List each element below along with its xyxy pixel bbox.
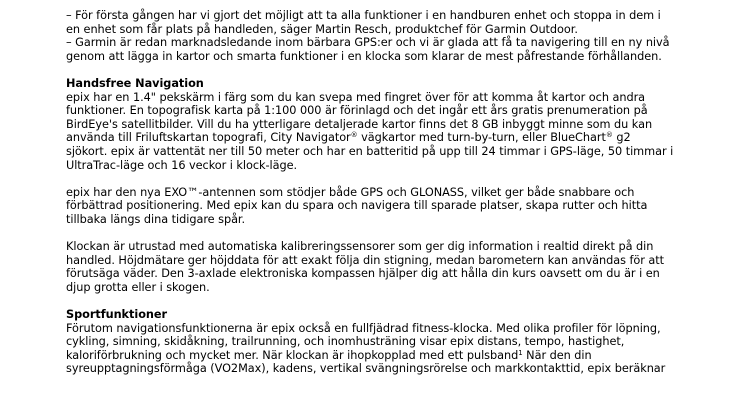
navigation-p3-line-1: Klockan är utrustad med automatiska kalibreringssensorer som ger dig information i realtid direkt på din bbox=[66, 240, 654, 254]
paragraph-gap bbox=[66, 172, 742, 186]
navigation-p1-line-4-text-b: vägkartor med turn-by-turn, eller BlueChart bbox=[357, 131, 606, 145]
sport-section bbox=[66, 308, 742, 376]
sport-p1-line-3-text-a: kaloriförbrukning och mycket mer. När klockan är ihopkopplad med ett pulsband bbox=[66, 348, 519, 362]
navigation-p1-line-5: sjökort. epix är vattentät ner till 50 meter och har en batteritid på upp till 24 timmar i GPS-läge, 50 timmar i bbox=[66, 144, 674, 158]
navigation-p1-line-6: UltraTrac-läge och 16 veckor i klock-läge. bbox=[66, 158, 298, 172]
intro-section bbox=[66, 9, 742, 63]
navigation-p1-line-4-text-c: g2 bbox=[612, 131, 631, 145]
intro-quote-1-line-1: – För första gången har vi gjort det möjligt att ta alla funktioner i en handburen enhet och stoppa in dem i bbox=[66, 9, 661, 22]
navigation-p3-line-2: handled. Höjdmätare ger höjddata för att exakt följa din stigning, medan barometern kan användas för att bbox=[66, 253, 665, 267]
paragraph-gap bbox=[66, 294, 742, 308]
sport-p1-line-1: Förutom navigationsfunktionerna är epix också en fullfjädrad fitness-klocka. Med olika profiler för löpning, bbox=[66, 321, 661, 335]
intro-quote-2-line-1: – Garmin är redan marknadsledande inom bärbara GPS:er och vi är glada att få ta navigering till en ny nivå bbox=[66, 36, 670, 50]
navigation-p2-line-3: tillbaka längs dina tidigare spår. bbox=[66, 212, 246, 226]
intro-quote-2-line-2: genom att lägga in kartor och smarta funktioner i en klocka som klarar de mest påfrestande förhållanden. bbox=[66, 49, 662, 63]
navigation-p2-line-1: epix har den nya EXO™-antennen som stödjer både GPS och GLONASS, vilket ger både snabbare och bbox=[66, 185, 635, 199]
sport-p1-line-2: cykling, simning, skidåkning, trailrunning, och inomhusträning visar epix distans, tempo, hastighet, bbox=[66, 335, 625, 349]
intro-quote-1-line-2: en enhet som får plats på handleden, säger Martin Resch, produktchef för Garmin Outdoor. bbox=[66, 22, 578, 36]
navigation-p2-line-2: förbättrad positionering. Med epix kan du spara och navigera till sparade platser, skapa rutter och hitta bbox=[66, 199, 648, 213]
navigation-p1-line-3: BirdEye's satellitbilder. Vill du ha ytterligare detaljerade kartor finns det 8 GB inbyggt minne som du kan bbox=[66, 117, 653, 131]
paragraph-gap bbox=[66, 227, 742, 241]
sport-p1-line-4: syreupptagningsförmåga (VO2Max), kadens, vertikal svängningsrörelse och markkontakttid, epix beräknar bbox=[66, 362, 666, 376]
navigation-p1-line-2: funktioner. En topografisk karta på 1:100 000 är förinlagd och det ingår ett års gratis prenumeration på bbox=[66, 104, 648, 118]
navigation-p3-line-3: förutsäga väder. Den 3-axlade elektroniska kompassen hjälper dig att hålla din kurs oavsett om du är i en bbox=[66, 267, 660, 281]
registered-mark: ® bbox=[350, 131, 358, 140]
document-page bbox=[66, 9, 742, 376]
sport-p1-line-3-text-b: När den din bbox=[522, 348, 592, 362]
sport-heading: Sportfunktioner bbox=[66, 308, 168, 322]
navigation-p1-line-4-text-a: använda till Friluftskartan topografi, City Navigator bbox=[66, 131, 351, 145]
navigation-section bbox=[66, 77, 742, 295]
footnote-mark: 1 bbox=[518, 348, 523, 357]
navigation-heading: Handsfree Navigation bbox=[66, 76, 204, 90]
navigation-p1-line-4 bbox=[66, 131, 742, 145]
paragraph-gap bbox=[66, 63, 742, 77]
navigation-p1-line-1: epix har en 1.4" pekskärm i färg som du kan svepa med fingret över för att komma åt kartor och andra bbox=[66, 90, 646, 104]
sport-p1-line-3 bbox=[66, 349, 742, 363]
registered-mark: ® bbox=[605, 131, 613, 140]
navigation-p3-line-4: djup grotta eller i skogen. bbox=[66, 280, 210, 294]
